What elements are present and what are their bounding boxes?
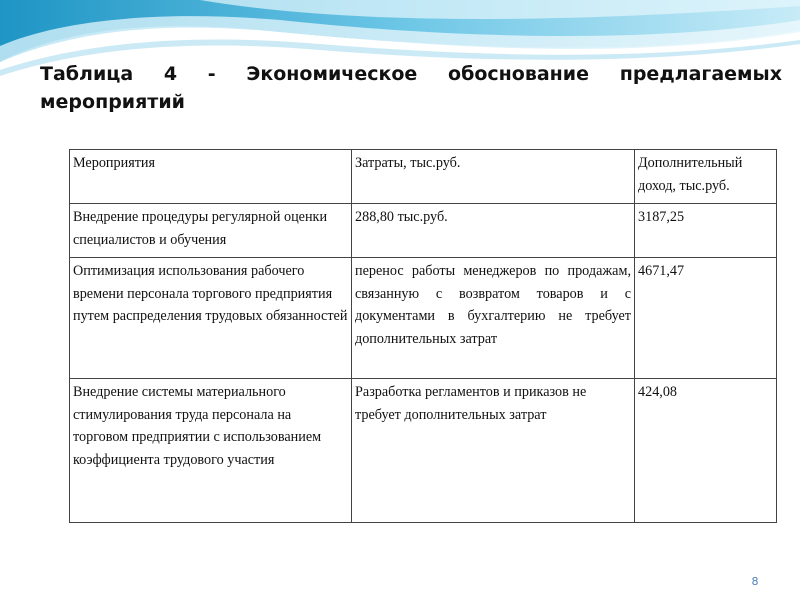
cost-cell: 288,80 тыс.руб.: [352, 204, 635, 258]
cost-cell: перенос работы менеджеров по продажам, связанную с возвратом товаров и с документами в бухгалтерию не требует дополнительных затрат: [352, 258, 635, 379]
slide-number: 8: [751, 575, 759, 588]
header-additional-income: Дополнительный доход, тыс.руб.: [635, 150, 777, 204]
economic-justification-table: [69, 149, 777, 523]
table-row: [70, 204, 777, 258]
income-cell: 3187,25: [635, 204, 777, 258]
measure-cell: Внедрение процедуры регулярной оценки специалистов и обучения: [70, 204, 352, 258]
measure-cell: Внедрение системы материального стимулирования труда персонала на торговом предприятии с использованием коэффициента трудового участия: [70, 379, 352, 523]
cost-cell: Разработка регламентов и приказов не требует дополнительных затрат: [352, 379, 635, 523]
measure-cell: Оптимизация использования рабочего времени персонала торгового предприятия путем распределения трудовых обязанностей: [70, 258, 352, 379]
income-cell: 424,08: [635, 379, 777, 523]
slide-title: Таблица 4 - Экономическое обоснование предлагаемых мероприятий: [40, 63, 782, 113]
table-header-row: [70, 150, 777, 204]
header-measures: Мероприятия: [70, 150, 352, 204]
header-costs: Затраты, тыс.руб.: [352, 150, 635, 204]
table-row: [70, 379, 777, 523]
table-row: [70, 258, 777, 379]
income-cell: 4671,47: [635, 258, 777, 379]
